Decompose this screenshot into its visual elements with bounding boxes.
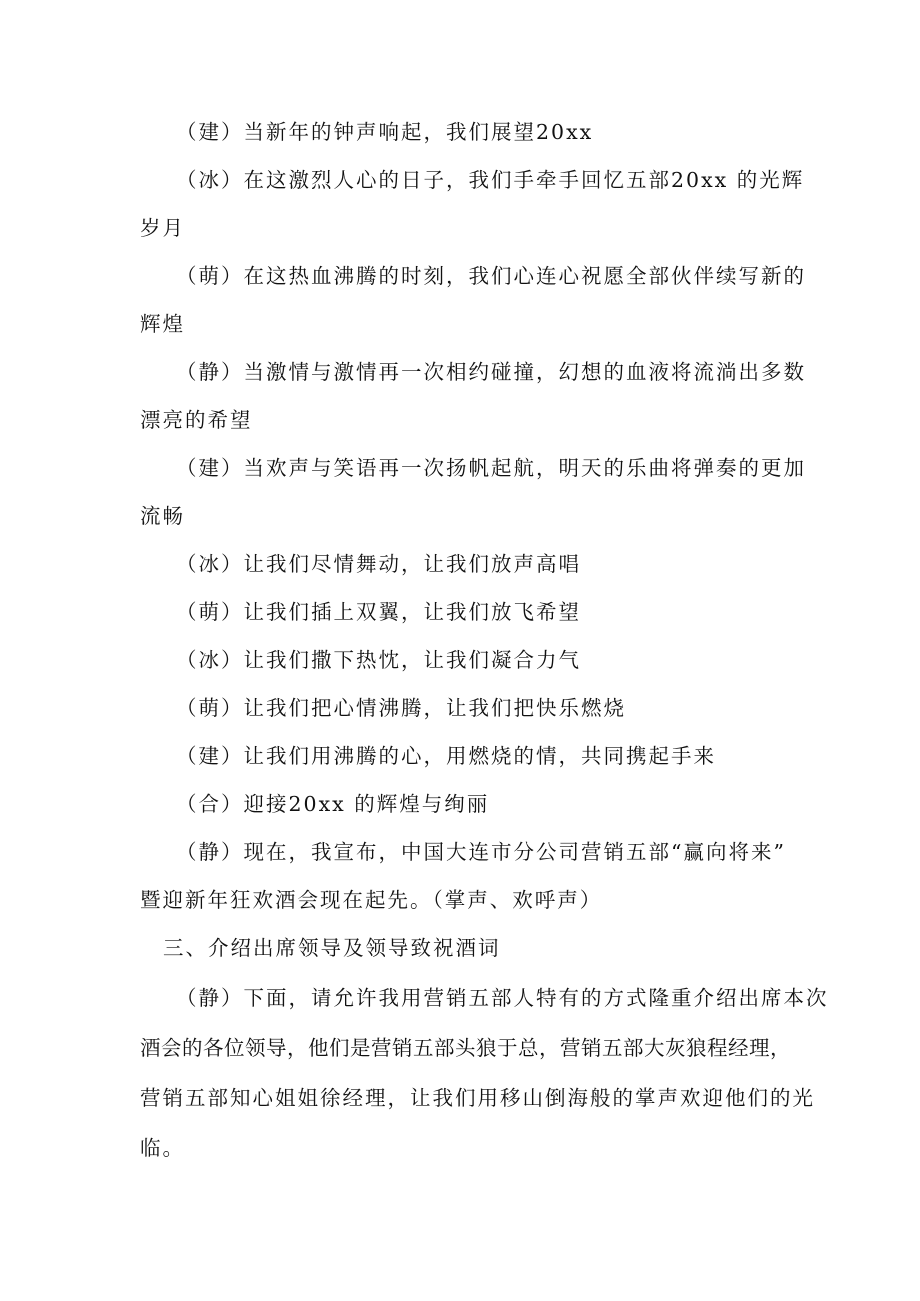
para-1-line-1: （建）当新年的钟声响起，我们展望20xx xyxy=(176,120,594,144)
para-11-line-1: （合）迎接20xx 的辉煌与绚丽 xyxy=(176,792,490,816)
para-12-line-1: （静）现在，我宣布，中国大连市分公司营销五部“赢向将来” xyxy=(176,840,786,864)
para-3-line-2: 辉煌 xyxy=(140,312,185,336)
final-para-line-2: 酒会的各位领导，他们是营销五部头狼于总，营销五部大灰狼程经理， xyxy=(140,1036,791,1060)
para-2-line-2: 岁月 xyxy=(140,216,185,240)
para-5-line-2: 流畅 xyxy=(140,504,185,528)
para-12-line-2: 暨迎新年狂欢酒会现在起先。（掌声、欢呼声） xyxy=(140,888,603,912)
para-9-line-1: （萌）让我们把心情沸腾，让我们把快乐燃烧 xyxy=(176,696,626,720)
para-4-line-1: （静）当激情与激情再一次相约碰撞，幻想的血液将流淌出多数 xyxy=(176,360,806,384)
para-7-line-1: （萌）让我们插上双翼，让我们放飞希望 xyxy=(176,600,581,624)
para-4-line-2: 漂亮的希望 xyxy=(140,408,253,432)
final-para-line-3: 营销五部知心姐姐徐经理，让我们用移山倒海般的掌声欢迎他们的光 xyxy=(140,1086,815,1110)
para-2-line-1: （冰）在这激烈人心的日子，我们手牵手回忆五部20xx 的光辉 xyxy=(176,168,805,192)
para-5-line-1: （建）当欢声与笑语再一次扬帆起航，明天的乐曲将弹奏的更加 xyxy=(176,456,806,480)
para-8-line-1: （冰）让我们撒下热忱，让我们凝合力气 xyxy=(176,648,581,672)
final-para-line-1: （静）下面，请允许我用营销五部人特有的方式隆重介绍出席本次 xyxy=(176,986,829,1010)
para-3-line-1: （萌）在这热血沸腾的时刻，我们心连心祝愿全部伙伴续写新的 xyxy=(176,264,806,288)
section-heading: 三、介绍出席领导及领导致祝酒词 xyxy=(163,936,501,960)
para-10-line-1: （建）让我们用沸腾的心，用燃烧的情，共同携起手来 xyxy=(176,744,716,768)
final-para-line-4: 临。 xyxy=(140,1136,185,1160)
para-6-line-1: （冰）让我们尽情舞动，让我们放声高唱 xyxy=(176,552,581,576)
